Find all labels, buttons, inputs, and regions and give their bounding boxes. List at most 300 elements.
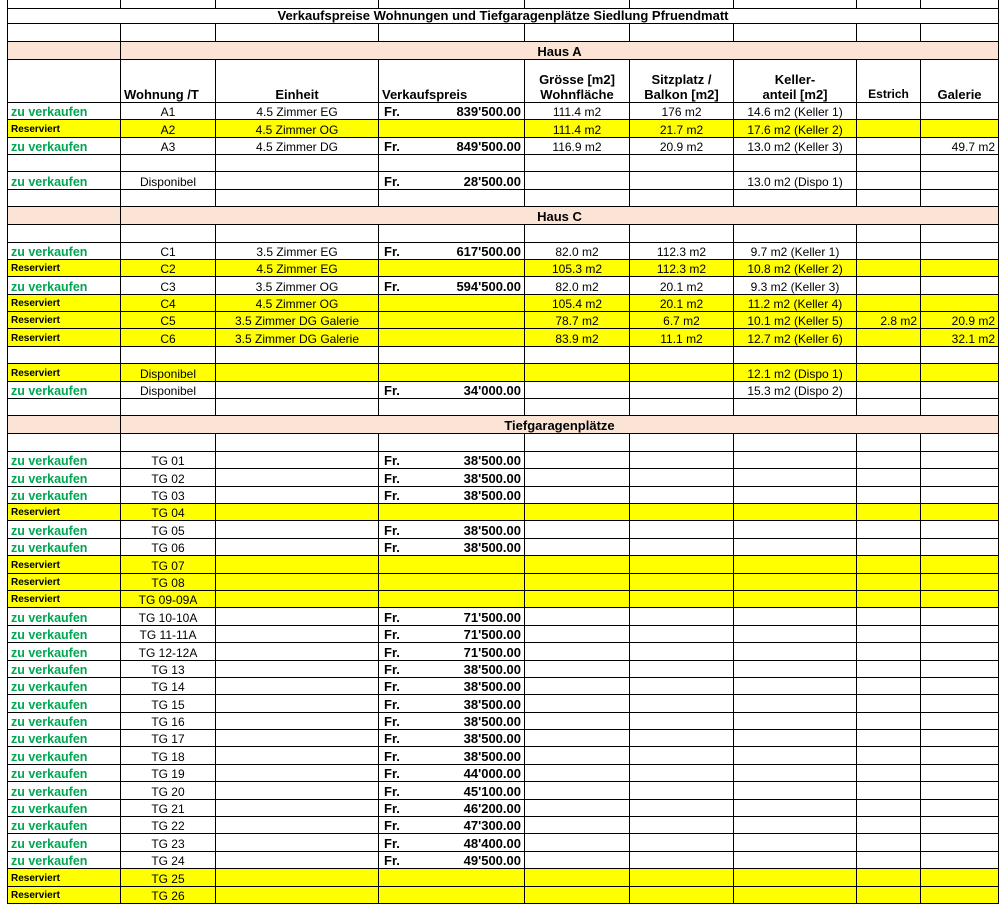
seat-cell[interactable]: [630, 451, 734, 468]
type-cell[interactable]: [216, 469, 379, 486]
seat-cell[interactable]: [630, 486, 734, 503]
price-cell[interactable]: [379, 242, 525, 259]
empty-cell[interactable]: [630, 225, 734, 242]
seat-cell[interactable]: [630, 590, 734, 607]
empty-cell[interactable]: [734, 24, 857, 41]
price-cell[interactable]: [379, 259, 525, 276]
status-cell[interactable]: zu verkaufen: [8, 242, 121, 259]
estrich-cell[interactable]: [857, 660, 921, 677]
column-header-galerie[interactable]: [921, 59, 999, 102]
empty-cell[interactable]: [121, 154, 216, 171]
empty-cell[interactable]: [630, 154, 734, 171]
estrich-cell[interactable]: [857, 869, 921, 886]
status-cell[interactable]: Reserviert: [8, 364, 121, 381]
cellar-cell[interactable]: [734, 556, 857, 573]
cellar-cell[interactable]: [734, 817, 857, 834]
type-cell[interactable]: [216, 381, 379, 398]
unit-cell[interactable]: TG 22: [121, 817, 216, 834]
cellar-cell[interactable]: [734, 625, 857, 642]
seat-cell[interactable]: [630, 677, 734, 694]
unit-cell[interactable]: TG 16: [121, 712, 216, 729]
size-cell[interactable]: [525, 817, 630, 834]
column-header-size[interactable]: [525, 59, 630, 102]
estrich-cell[interactable]: [857, 242, 921, 259]
seat-cell[interactable]: [630, 469, 734, 486]
price-cell[interactable]: [379, 538, 525, 555]
type-cell[interactable]: 3.5 Zimmer OG: [216, 277, 379, 294]
empty-cell[interactable]: [734, 399, 857, 416]
empty-cell[interactable]: [525, 399, 630, 416]
galerie-cell[interactable]: [921, 381, 999, 398]
empty-cell[interactable]: [216, 189, 379, 206]
cellar-cell[interactable]: 9.3 m2 (Keller 3): [734, 277, 857, 294]
seat-cell[interactable]: [630, 782, 734, 799]
seat-cell[interactable]: [630, 851, 734, 868]
price-cell[interactable]: [379, 764, 525, 781]
empty-cell[interactable]: [121, 189, 216, 206]
estrich-cell[interactable]: [857, 677, 921, 694]
size-cell[interactable]: [525, 625, 630, 642]
empty-cell[interactable]: [630, 399, 734, 416]
price-cell[interactable]: [379, 381, 525, 398]
empty-cell[interactable]: [121, 434, 216, 451]
status-cell[interactable]: Reserviert: [8, 503, 121, 520]
seat-cell[interactable]: [630, 538, 734, 555]
section-title[interactable]: Haus C: [121, 207, 999, 225]
type-cell[interactable]: 4.5 Zimmer OG: [216, 120, 379, 137]
empty-cell[interactable]: [921, 24, 999, 41]
cellar-cell[interactable]: [734, 730, 857, 747]
type-cell[interactable]: 3.5 Zimmer DG Galerie: [216, 329, 379, 346]
galerie-cell[interactable]: [921, 486, 999, 503]
price-cell[interactable]: [379, 643, 525, 660]
column-header-estrich[interactable]: [857, 59, 921, 102]
status-cell[interactable]: zu verkaufen: [8, 730, 121, 747]
size-cell[interactable]: [525, 364, 630, 381]
cellar-cell[interactable]: [734, 643, 857, 660]
type-cell[interactable]: 4.5 Zimmer OG: [216, 294, 379, 311]
empty-cell[interactable]: [216, 399, 379, 416]
unit-cell[interactable]: TG 13: [121, 660, 216, 677]
unit-cell[interactable]: TG 15: [121, 695, 216, 712]
type-cell[interactable]: 4.5 Zimmer EG: [216, 102, 379, 119]
size-cell[interactable]: [525, 608, 630, 625]
size-cell[interactable]: [525, 469, 630, 486]
unit-cell[interactable]: TG 25: [121, 869, 216, 886]
estrich-cell[interactable]: [857, 503, 921, 520]
status-cell[interactable]: Reserviert: [8, 590, 121, 607]
column-header-type[interactable]: [216, 59, 379, 102]
seat-cell[interactable]: [630, 381, 734, 398]
status-cell[interactable]: zu verkaufen: [8, 608, 121, 625]
empty-cell[interactable]: [121, 24, 216, 41]
empty-cell[interactable]: [8, 41, 121, 59]
sheet-title[interactable]: Verkaufspreise Wohnungen und Tiefgaragenplätze Siedlung Pfruendmatt: [8, 9, 999, 24]
unit-cell[interactable]: TG 04: [121, 503, 216, 520]
type-cell[interactable]: [216, 764, 379, 781]
status-cell[interactable]: Reserviert: [8, 556, 121, 573]
seat-cell[interactable]: 6.7 m2: [630, 312, 734, 329]
type-cell[interactable]: [216, 521, 379, 538]
estrich-cell[interactable]: [857, 277, 921, 294]
unit-cell[interactable]: TG 02: [121, 469, 216, 486]
cellar-cell[interactable]: [734, 677, 857, 694]
empty-cell[interactable]: [216, 24, 379, 41]
price-cell[interactable]: [379, 625, 525, 642]
status-cell[interactable]: zu verkaufen: [8, 643, 121, 660]
cellar-cell[interactable]: [734, 695, 857, 712]
size-cell[interactable]: [525, 538, 630, 555]
estrich-cell[interactable]: [857, 521, 921, 538]
type-cell[interactable]: [216, 590, 379, 607]
cellar-cell[interactable]: [734, 869, 857, 886]
unit-cell[interactable]: TG 11-11A: [121, 625, 216, 642]
galerie-cell[interactable]: [921, 817, 999, 834]
galerie-cell[interactable]: [921, 608, 999, 625]
type-cell[interactable]: [216, 782, 379, 799]
galerie-cell[interactable]: [921, 521, 999, 538]
galerie-cell[interactable]: [921, 294, 999, 311]
galerie-cell[interactable]: [921, 712, 999, 729]
status-cell[interactable]: zu verkaufen: [8, 521, 121, 538]
status-cell[interactable]: zu verkaufen: [8, 660, 121, 677]
type-cell[interactable]: [216, 451, 379, 468]
cellar-cell[interactable]: [734, 503, 857, 520]
type-cell[interactable]: [216, 660, 379, 677]
empty-cell[interactable]: [857, 154, 921, 171]
unit-cell[interactable]: C3: [121, 277, 216, 294]
unit-cell[interactable]: TG 01: [121, 451, 216, 468]
empty-cell[interactable]: [379, 399, 525, 416]
status-cell[interactable]: zu verkaufen: [8, 764, 121, 781]
cellar-cell[interactable]: [734, 712, 857, 729]
column-header-status[interactable]: [8, 59, 121, 102]
status-cell[interactable]: zu verkaufen: [8, 782, 121, 799]
price-cell[interactable]: [379, 294, 525, 311]
seat-cell[interactable]: [630, 364, 734, 381]
column-header-seat[interactable]: [630, 59, 734, 102]
size-cell[interactable]: [525, 590, 630, 607]
seat-cell[interactable]: 176 m2: [630, 102, 734, 119]
size-cell[interactable]: [525, 730, 630, 747]
price-cell[interactable]: [379, 834, 525, 851]
cellar-cell[interactable]: [734, 747, 857, 764]
size-cell[interactable]: [525, 381, 630, 398]
cellar-cell[interactable]: 12.7 m2 (Keller 6): [734, 329, 857, 346]
price-cell[interactable]: [379, 677, 525, 694]
type-cell[interactable]: [216, 503, 379, 520]
cellar-cell[interactable]: 10.8 m2 (Keller 2): [734, 259, 857, 276]
galerie-cell[interactable]: [921, 886, 999, 903]
galerie-cell[interactable]: [921, 747, 999, 764]
price-cell[interactable]: [379, 102, 525, 119]
status-cell[interactable]: zu verkaufen: [8, 695, 121, 712]
price-cell[interactable]: [379, 469, 525, 486]
size-cell[interactable]: [525, 712, 630, 729]
status-cell[interactable]: Reserviert: [8, 312, 121, 329]
type-cell[interactable]: [216, 643, 379, 660]
size-cell[interactable]: [525, 451, 630, 468]
seat-cell[interactable]: [630, 643, 734, 660]
seat-cell[interactable]: [630, 695, 734, 712]
estrich-cell[interactable]: [857, 764, 921, 781]
status-cell[interactable]: zu verkaufen: [8, 102, 121, 119]
unit-cell[interactable]: TG 06: [121, 538, 216, 555]
galerie-cell[interactable]: [921, 695, 999, 712]
estrich-cell[interactable]: [857, 120, 921, 137]
price-cell[interactable]: [379, 851, 525, 868]
type-cell[interactable]: [216, 172, 379, 189]
estrich-cell[interactable]: [857, 137, 921, 154]
size-cell[interactable]: [525, 799, 630, 816]
section-title[interactable]: Haus A: [121, 41, 999, 59]
empty-cell[interactable]: [857, 225, 921, 242]
type-cell[interactable]: [216, 817, 379, 834]
price-cell[interactable]: [379, 747, 525, 764]
empty-cell[interactable]: [525, 346, 630, 363]
cellar-cell[interactable]: [734, 886, 857, 903]
unit-cell[interactable]: Disponibel: [121, 364, 216, 381]
cellar-cell[interactable]: [734, 451, 857, 468]
cellar-cell[interactable]: [734, 764, 857, 781]
type-cell[interactable]: [216, 677, 379, 694]
seat-cell[interactable]: [630, 799, 734, 816]
size-cell[interactable]: [525, 782, 630, 799]
price-cell[interactable]: [379, 817, 525, 834]
cellar-cell[interactable]: [734, 573, 857, 590]
price-cell[interactable]: [379, 886, 525, 903]
size-cell[interactable]: 111.4 m2: [525, 102, 630, 119]
cellar-cell[interactable]: [734, 521, 857, 538]
unit-cell[interactable]: TG 17: [121, 730, 216, 747]
seat-cell[interactable]: [630, 817, 734, 834]
empty-cell[interactable]: [121, 399, 216, 416]
price-cell[interactable]: [379, 172, 525, 189]
price-cell[interactable]: [379, 573, 525, 590]
status-cell[interactable]: zu verkaufen: [8, 799, 121, 816]
price-cell[interactable]: [379, 712, 525, 729]
estrich-cell[interactable]: [857, 364, 921, 381]
status-cell[interactable]: zu verkaufen: [8, 137, 121, 154]
type-cell[interactable]: [216, 869, 379, 886]
price-cell[interactable]: [379, 869, 525, 886]
empty-cell[interactable]: [857, 189, 921, 206]
unit-cell[interactable]: A1: [121, 102, 216, 119]
empty-cell[interactable]: [857, 434, 921, 451]
empty-cell[interactable]: [525, 154, 630, 171]
size-cell[interactable]: 82.0 m2: [525, 242, 630, 259]
estrich-cell[interactable]: [857, 486, 921, 503]
size-cell[interactable]: 111.4 m2: [525, 120, 630, 137]
price-cell[interactable]: [379, 782, 525, 799]
estrich-cell[interactable]: [857, 172, 921, 189]
seat-cell[interactable]: 20.1 m2: [630, 294, 734, 311]
column-header-unit[interactable]: [121, 59, 216, 102]
status-cell[interactable]: Reserviert: [8, 259, 121, 276]
type-cell[interactable]: [216, 695, 379, 712]
type-cell[interactable]: 3.5 Zimmer DG Galerie: [216, 312, 379, 329]
empty-cell[interactable]: [857, 346, 921, 363]
cellar-cell[interactable]: [734, 851, 857, 868]
type-cell[interactable]: [216, 712, 379, 729]
type-cell[interactable]: 4.5 Zimmer EG: [216, 259, 379, 276]
size-cell[interactable]: [525, 643, 630, 660]
status-cell[interactable]: zu verkaufen: [8, 538, 121, 555]
size-cell[interactable]: [525, 677, 630, 694]
size-cell[interactable]: [525, 172, 630, 189]
estrich-cell[interactable]: [857, 294, 921, 311]
seat-cell[interactable]: 112.3 m2: [630, 242, 734, 259]
empty-cell[interactable]: [921, 154, 999, 171]
status-cell[interactable]: Reserviert: [8, 294, 121, 311]
galerie-cell[interactable]: [921, 799, 999, 816]
estrich-cell[interactable]: [857, 381, 921, 398]
cellar-cell[interactable]: 17.6 m2 (Keller 2): [734, 120, 857, 137]
empty-cell[interactable]: [734, 434, 857, 451]
size-cell[interactable]: [525, 521, 630, 538]
estrich-cell[interactable]: [857, 712, 921, 729]
unit-cell[interactable]: Disponibel: [121, 172, 216, 189]
empty-cell[interactable]: [8, 399, 121, 416]
galerie-cell[interactable]: [921, 834, 999, 851]
empty-cell[interactable]: [921, 346, 999, 363]
size-cell[interactable]: [525, 869, 630, 886]
galerie-cell[interactable]: [921, 451, 999, 468]
empty-cell[interactable]: [857, 24, 921, 41]
unit-cell[interactable]: Disponibel: [121, 381, 216, 398]
galerie-cell[interactable]: [921, 764, 999, 781]
price-cell[interactable]: [379, 660, 525, 677]
seat-cell[interactable]: [630, 521, 734, 538]
price-cell[interactable]: [379, 608, 525, 625]
unit-cell[interactable]: C2: [121, 259, 216, 276]
empty-cell[interactable]: [216, 225, 379, 242]
seat-cell[interactable]: 11.1 m2: [630, 329, 734, 346]
empty-cell[interactable]: [379, 24, 525, 41]
column-header-cellar[interactable]: [734, 59, 857, 102]
unit-cell[interactable]: TG 23: [121, 834, 216, 851]
galerie-cell[interactable]: [921, 590, 999, 607]
seat-cell[interactable]: 21.7 m2: [630, 120, 734, 137]
galerie-cell[interactable]: [921, 259, 999, 276]
price-cell[interactable]: [379, 137, 525, 154]
empty-cell[interactable]: [216, 346, 379, 363]
estrich-cell[interactable]: [857, 451, 921, 468]
estrich-cell[interactable]: [857, 730, 921, 747]
galerie-cell[interactable]: [921, 851, 999, 868]
price-cell[interactable]: [379, 329, 525, 346]
empty-cell[interactable]: [921, 434, 999, 451]
unit-cell[interactable]: TG 14: [121, 677, 216, 694]
estrich-cell[interactable]: [857, 817, 921, 834]
type-cell[interactable]: [216, 834, 379, 851]
empty-cell[interactable]: [121, 346, 216, 363]
size-cell[interactable]: [525, 834, 630, 851]
seat-cell[interactable]: [630, 503, 734, 520]
status-cell[interactable]: Reserviert: [8, 573, 121, 590]
galerie-cell[interactable]: [921, 120, 999, 137]
size-cell[interactable]: [525, 503, 630, 520]
section-title[interactable]: Tiefgaragenplätze: [121, 416, 999, 434]
seat-cell[interactable]: [630, 660, 734, 677]
unit-cell[interactable]: TG 26: [121, 886, 216, 903]
price-cell[interactable]: [379, 120, 525, 137]
size-cell[interactable]: [525, 886, 630, 903]
seat-cell[interactable]: [630, 573, 734, 590]
empty-cell[interactable]: [734, 225, 857, 242]
unit-cell[interactable]: A2: [121, 120, 216, 137]
cellar-cell[interactable]: [734, 782, 857, 799]
status-cell[interactable]: zu verkaufen: [8, 834, 121, 851]
type-cell[interactable]: [216, 747, 379, 764]
price-cell[interactable]: [379, 451, 525, 468]
empty-cell[interactable]: [379, 434, 525, 451]
size-cell[interactable]: 116.9 m2: [525, 137, 630, 154]
empty-cell[interactable]: [379, 189, 525, 206]
unit-cell[interactable]: C4: [121, 294, 216, 311]
price-cell[interactable]: [379, 503, 525, 520]
estrich-cell[interactable]: [857, 834, 921, 851]
galerie-cell[interactable]: [921, 172, 999, 189]
empty-cell[interactable]: [8, 416, 121, 434]
empty-cell[interactable]: [379, 225, 525, 242]
estrich-cell[interactable]: [857, 329, 921, 346]
galerie-cell[interactable]: [921, 782, 999, 799]
unit-cell[interactable]: A3: [121, 137, 216, 154]
size-cell[interactable]: 83.9 m2: [525, 329, 630, 346]
empty-cell[interactable]: [630, 189, 734, 206]
empty-cell[interactable]: [525, 434, 630, 451]
unit-cell[interactable]: TG 19: [121, 764, 216, 781]
cellar-cell[interactable]: [734, 469, 857, 486]
galerie-cell[interactable]: [921, 503, 999, 520]
type-cell[interactable]: [216, 364, 379, 381]
empty-cell[interactable]: [8, 24, 121, 41]
galerie-cell[interactable]: [921, 242, 999, 259]
estrich-cell[interactable]: [857, 102, 921, 119]
galerie-cell[interactable]: [921, 677, 999, 694]
estrich-cell[interactable]: [857, 608, 921, 625]
size-cell[interactable]: [525, 556, 630, 573]
size-cell[interactable]: [525, 695, 630, 712]
size-cell[interactable]: 78.7 m2: [525, 312, 630, 329]
seat-cell[interactable]: [630, 886, 734, 903]
empty-cell[interactable]: [734, 189, 857, 206]
price-cell[interactable]: [379, 590, 525, 607]
empty-cell[interactable]: [8, 207, 121, 225]
price-cell[interactable]: [379, 730, 525, 747]
empty-cell[interactable]: [8, 154, 121, 171]
type-cell[interactable]: 4.5 Zimmer DG: [216, 137, 379, 154]
empty-cell[interactable]: [734, 346, 857, 363]
estrich-cell[interactable]: [857, 259, 921, 276]
seat-cell[interactable]: [630, 730, 734, 747]
status-cell[interactable]: Reserviert: [8, 886, 121, 903]
unit-cell[interactable]: C5: [121, 312, 216, 329]
type-cell[interactable]: [216, 625, 379, 642]
empty-cell[interactable]: [630, 346, 734, 363]
empty-cell[interactable]: [379, 154, 525, 171]
cellar-cell[interactable]: 15.3 m2 (Dispo 2): [734, 381, 857, 398]
estrich-cell[interactable]: 2.8 m2: [857, 312, 921, 329]
cellar-cell[interactable]: [734, 660, 857, 677]
estrich-cell[interactable]: [857, 538, 921, 555]
empty-cell[interactable]: [525, 225, 630, 242]
cellar-cell[interactable]: 14.6 m2 (Keller 1): [734, 102, 857, 119]
type-cell[interactable]: [216, 608, 379, 625]
seat-cell[interactable]: [630, 764, 734, 781]
unit-cell[interactable]: TG 18: [121, 747, 216, 764]
